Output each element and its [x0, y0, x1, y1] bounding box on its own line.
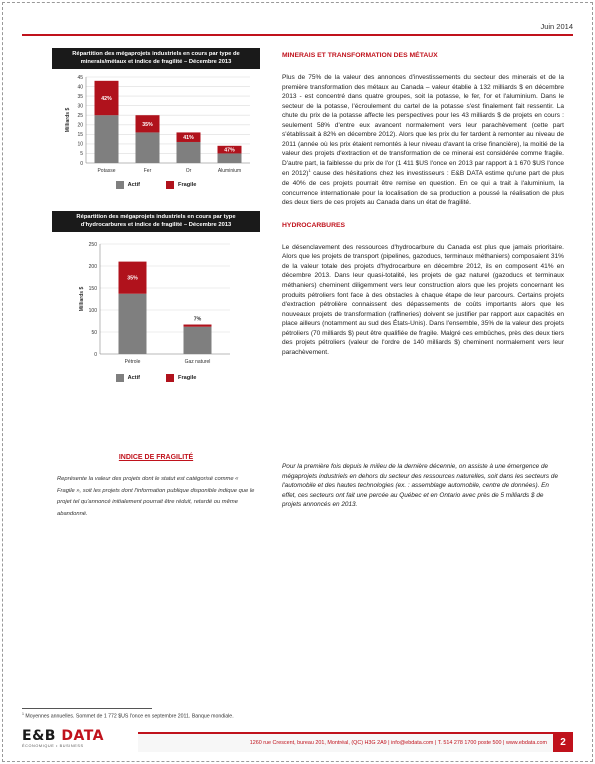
footnote	[22, 712, 234, 720]
data-label: 35%	[127, 275, 138, 282]
section-title-hydrocarbures: HYDROCARBURES	[282, 221, 346, 229]
logo-tagline: ÉCONOMIQUE • BUSINESS	[22, 744, 84, 748]
header-date: Juin 2014	[540, 22, 573, 31]
chart2-legend	[52, 374, 260, 382]
logo-data: DATA	[55, 728, 104, 744]
chart1-svg	[52, 69, 260, 179]
y-tick-label: 0	[94, 351, 97, 358]
y-tick-label: 35	[77, 93, 83, 100]
footnote-rule	[22, 708, 152, 709]
y-tick-label: 100	[88, 307, 97, 314]
legend-swatch-actif	[116, 374, 124, 382]
legend-actif	[116, 374, 140, 382]
italic-note: Pour la première fois depuis le milieu de la dernière décennie, on assiste à une émergence de mégaprojets industriels en dehors du secteur des ressources naturelles, soit dans les secteurs de l'automobile et des hautes technologies (ex. : assemblage automobile, centre de données). En effet, ces secteurs ont fait une percée au Québec et en Ontario avec près de 5 milliards $ de projets annoncés en 2013.	[282, 463, 559, 509]
minerais-text-b: cause des hésitations chez les investisseurs : E&B DATA estime qu'une part de plus de 40% de ces projets pourrait être remise en question. En ce qui a trait à l'aluminium, la concurrence internationale pour la localisation de sa production a poussé la réalisation de plus des deux tiers de ces projets au Canada dans un état de fragilité.	[282, 170, 564, 207]
section-body-minerais	[282, 73, 564, 208]
bar-actif	[119, 294, 147, 354]
footer-contact-bar	[138, 732, 573, 752]
chart2-svg	[52, 232, 260, 372]
bar-actif	[177, 142, 201, 163]
header-rule	[22, 34, 573, 36]
right-column	[282, 52, 564, 357]
y-tick-label: 15	[77, 132, 83, 139]
footnote-ref: 1	[308, 168, 311, 174]
y-tick-label: 5	[80, 151, 83, 158]
minerais-text-a: Plus de 75% de la valeur des annonces d'investissements du secteur des minerais et de la première transformation des métaux au Canada – valeur établie à 132 milliards $ en décembre 2013 - est concentré dans quatre groupes, soit la potasse, le fer, l'or et l'aluminium. Dans le secteur de la potasse, l'écroulement du cartel de la potasse s'est finalement fait ressentir. La chute du prix de la potasse affecte les perspectives pour les 43 milliards $ de projets en cours : seulement 58% d'entre eux avancent normalement vers leur parachèvement (cette part s'établissait à 82% en décembre 2012). Alors que les prix du fer tardent à remonter au niveau de 2011 (année où les prix étaient remontés à leur niveau d'avant la crise financière), la moitié de la valeur des projets d'extraction et de transformation de ce minerai est considérée comme fragile. D'autre part, la faiblesse du prix de l'or (1 411 $US l'once en 2013 par rapport à 1 670 $US l'once en 2012)	[282, 74, 564, 178]
legend-label-actif: Actif	[127, 375, 141, 382]
page-number: 2	[553, 732, 573, 752]
data-label: 42%	[101, 96, 112, 103]
legend-swatch-fragile	[166, 374, 174, 382]
logo-wordmark	[22, 729, 138, 743]
x-tick-label: Fer	[143, 168, 152, 175]
chart1-legend	[52, 181, 260, 189]
legend-label-actif: Actif	[127, 182, 141, 189]
bar-actif	[95, 115, 119, 163]
legend-swatch-fragile	[166, 181, 174, 189]
x-tick-label: Gaz naturel	[184, 359, 211, 366]
x-tick-label: Aluminium	[217, 168, 242, 175]
y-tick-label: 50	[91, 329, 97, 336]
logo-eb: E&B	[22, 728, 56, 744]
y-tick-label: 10	[77, 141, 83, 148]
y-tick-label: 45	[77, 74, 83, 81]
chart1-title: Répartition des mégaprojets industriels en cours par type de minerais/métaux et indice de fragilité – Décembre 2013	[52, 48, 260, 69]
footnote-number: 1	[22, 712, 24, 716]
legend-actif	[116, 181, 140, 189]
eb-data-logo	[22, 729, 138, 755]
data-label: 7%	[193, 316, 202, 323]
bar-actif	[218, 154, 242, 164]
y-tick-label: 200	[88, 263, 97, 270]
y-tick-label: 150	[88, 285, 97, 292]
y-tick-label: 250	[88, 241, 97, 248]
y-tick-label: 30	[77, 103, 83, 110]
y-tick-label: 0	[80, 160, 83, 167]
section-body-hydrocarbures: Le désenclavement des ressources d'hydrocarbure du Canada est plus que jamais prioritaire. Alors que les projets de transport (pipelines, gazoducs, terminaux méthaniers) composaient 31% de la valeur totale des projets d'hydrocarbure en décembre 2012, ils en composent 41% en décembre 2013. Dans leur quasi-totalité, les projets de gaz naturel (gazoducs et terminaux méthaniers) cheminent diligemment vers leur construction alors que les projets concernant les produits pétroliers font face à des obstacles à chaque étape de leur parcours. Certains projets d'extraction pétrolière connaissent des dépassements de coûts importants alors que les nouveaux projets de transformation (raffineries) doivent se justifier par rapport aux capacités en place ailleurs (notamment au sud des États-Unis). Dans l'ensemble, 35% de la valeur des projets pétroliers (70 milliards $) peut être qualifiée de fragile. Malgré ces embûches, près des deux tiers des projets pétroliers (valeur de l'ordre de 140 milliards $) cheminent normalement vers leur parachèvement.	[282, 243, 564, 356]
x-tick-label: Pétrole	[124, 359, 141, 366]
y-tick-label: 25	[77, 113, 83, 120]
footer	[22, 729, 573, 755]
y-axis-label: Milliards $	[79, 286, 85, 312]
y-axis-label: Milliards $	[65, 107, 71, 133]
bar-fragile	[184, 325, 212, 327]
legend-label-fragile: Fragile	[178, 182, 197, 189]
x-tick-label: Potasse	[97, 168, 116, 175]
chart1	[52, 69, 260, 179]
legend-label-fragile: Fragile	[178, 375, 197, 382]
data-label: 35%	[142, 121, 153, 128]
section-title-minerais: MINERAIS ET TRANSFORMATION DES MÉTAUX	[282, 52, 438, 59]
indice-text: Représente la valeur des projets dont le statut est catégorisé comme « Fragile », soit les projets dont l'information publique disponible indique que le projet tel qu'annoncé initialement pourrait être réduit, retardé ou même abandonné.	[57, 476, 255, 517]
legend-fragile	[166, 181, 196, 189]
left-column	[52, 48, 260, 382]
y-tick-label: 40	[77, 84, 83, 91]
indice-title: INDICE DE FRAGILITÉ	[118, 454, 194, 461]
data-label: 47%	[224, 147, 235, 154]
bar-actif	[184, 327, 212, 354]
x-tick-label: Or	[185, 168, 192, 175]
footnote-text: Moyennes annuelles. Sommet de 1 772 $US l'once en septembre 2011. Banque mondiale.	[23, 713, 234, 720]
chart2-title: Répartition des mégaprojets industriels en cours par type d'hydrocarbures et indice de fragilité – Décembre 2013	[52, 211, 260, 232]
data-label: 41%	[183, 135, 194, 142]
chart2	[52, 232, 260, 372]
legend-fragile	[166, 374, 196, 382]
footer-contact: 1260 rue Crescent, bureau 201, Montréal, (QC) H3G 2A9 | info@ebdata.com | T. 514 278 1700 poste 500 | www.ebdata.com	[249, 740, 547, 746]
y-tick-label: 20	[77, 122, 83, 129]
bar-actif	[136, 132, 160, 163]
legend-swatch-actif	[116, 181, 124, 189]
